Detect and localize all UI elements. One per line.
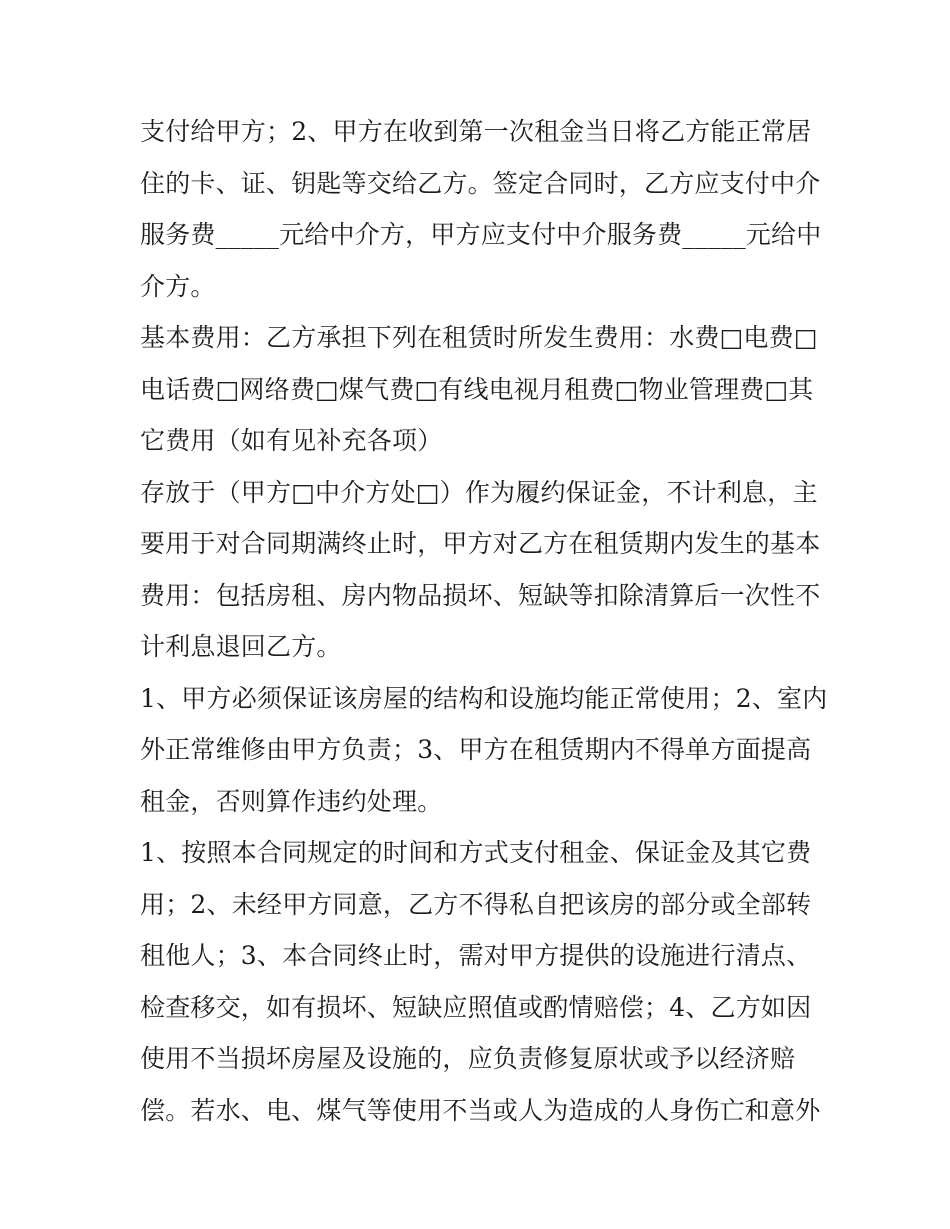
text-line: 介方。 — [140, 271, 216, 301]
text-line: 外正常维修由甲方负责；3、甲方在租赁期内不得单方面提高 — [140, 735, 812, 764]
text-line: 要用于对合同期满终止时，甲方对乙方在租赁期内发生的基本 — [140, 529, 821, 558]
text-line: 存放于（甲方□中介方处□）作为履约保证金，不计利息，主 — [140, 477, 818, 507]
text-line: 检查移交，如有损坏、短缺应照值或酌情赔偿；4、乙方如因 — [140, 992, 812, 1022]
text-line: 费用：包括房租、房内物品损坏、短缺等扣除清算后一次性不 — [140, 580, 821, 610]
text-line: 住的卡、证、钥匙等交给乙方。签定合同时，乙方应支付中介 — [140, 168, 821, 198]
text-line: 1、按照本合同规定的时间和方式支付租金、保证金及其它费 — [140, 838, 812, 867]
text-line: 基本费用：乙方承担下列在租赁时所发生费用：水费□电费□ — [140, 323, 818, 352]
text-line: 租他人；3、本合同终止时，需对甲方提供的设施进行清点、 — [140, 941, 812, 970]
text-line: 1、甲方必须保证该房屋的结构和设施均能正常使用；2、室内 — [140, 683, 828, 713]
document-body — [140, 106, 828, 1136]
text-line: 电话费□网络费□煤气费□有线电视月租费□物业管理费□其 — [140, 374, 814, 404]
text-line: 偿。若水、电、煤气等使用不当或人为造成的人身伤亡和意外 — [140, 1095, 821, 1125]
text-line: 它费用（如有见补充各项） — [140, 426, 443, 455]
text-line: 租金，否则算作违约处理。 — [140, 786, 443, 816]
text-line: 支付给甲方；2、甲方在收到第一次租金当日将乙方能正常居 — [140, 117, 812, 146]
text-line: 用；2、未经甲方同意，乙方不得私自把该房的部分或全部转 — [140, 889, 812, 919]
text-line: 计利息退回乙方。 — [140, 632, 342, 661]
text-line: 使用不当损坏房屋及设施的，应负责修复原状或予以经济赔 — [140, 1044, 796, 1073]
text-line: 服务费_____元给中介方，甲方应支付中介服务费_____元给中 — [140, 220, 822, 249]
